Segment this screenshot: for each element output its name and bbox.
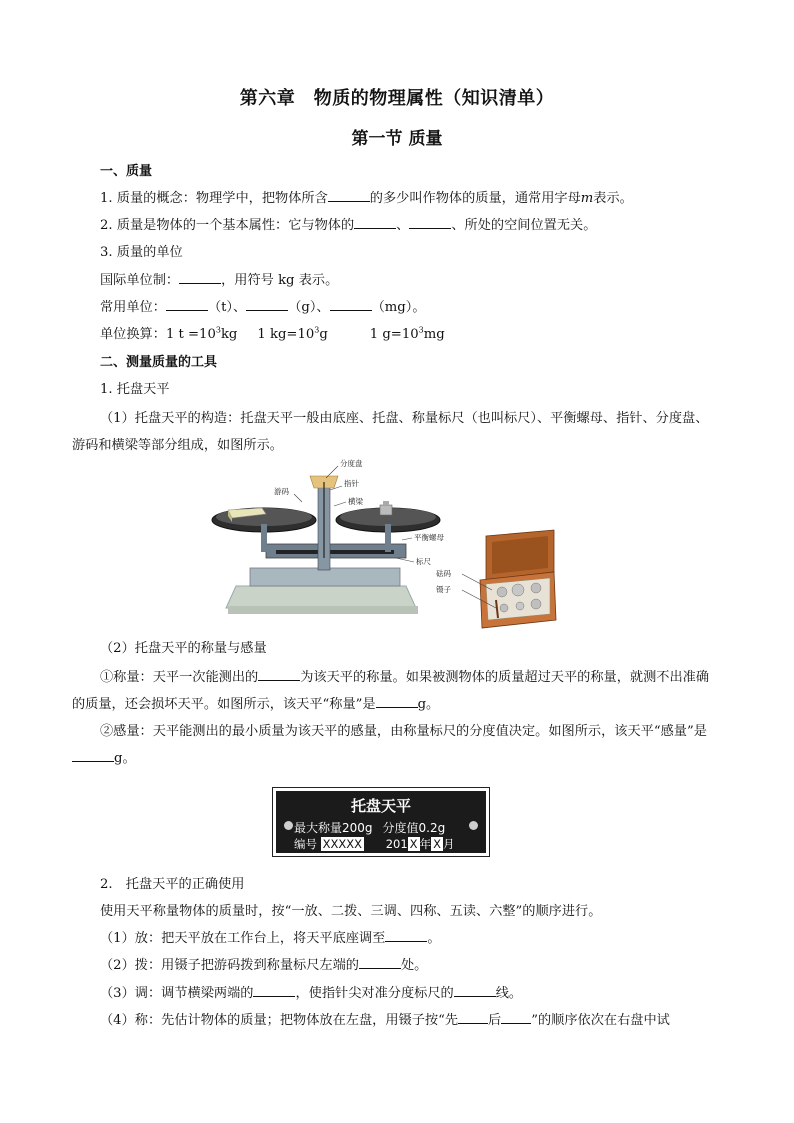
serial-value: XXXXX	[322, 837, 363, 851]
exponent: 3	[215, 325, 221, 335]
nameplate-capacity: 最大称量200g	[294, 821, 373, 835]
paragraph-capacity	[72, 664, 719, 718]
paragraph-common-units	[100, 296, 426, 315]
page-title: 第六章 物质的物理属性（知识清单）	[239, 88, 555, 109]
text: 为该天平的称量。如果被测物体的质量超过天平的称量，就测不出准确的质量，还会损坏天平。如图所示，该天平“称量”是	[72, 670, 710, 712]
text: ①称量：天平一次能测出的	[100, 670, 259, 685]
text: （g）、	[288, 300, 330, 315]
exponent: 3	[314, 325, 320, 335]
text: ②感量：天平能测出的最小质量为该天平的感量，由称量标尺的分度值决定。如图所示，该天平“感量”是	[100, 724, 707, 739]
text: 单位换算：	[100, 327, 166, 342]
text: ，用符号 kg 表示。	[221, 273, 339, 288]
paragraph-correct-use: 2. 托盘天平的正确使用	[100, 877, 245, 892]
nameplate-serial	[294, 836, 454, 852]
heading-tools: 二、测量质量的工具	[100, 355, 218, 370]
section-title: 第一节 质量	[351, 129, 443, 149]
text: 、	[396, 218, 410, 233]
weight-box-figure	[420, 528, 570, 630]
paragraph-balance-structure: （1）托盘天平的构造：托盘天平一般由底座、托盘、称量标尺（也叫标尺）、平衡螺母、指针、分度盘、游码和横梁等部分组成，如图所示。	[72, 411, 709, 453]
text: ”的顺序依次在右盘中试	[531, 1013, 670, 1028]
step-place	[100, 927, 441, 946]
paragraph-capacity-sensitivity: （2）托盘天平的称量与感量	[100, 641, 267, 656]
heading-mass: 一、质量	[100, 164, 153, 179]
fill-blank	[376, 695, 418, 708]
paragraph-unit-conversion	[100, 323, 445, 342]
text: 表示。	[593, 191, 633, 206]
fill-blank	[330, 298, 372, 311]
text: 线。	[495, 986, 523, 1001]
screw-icon	[284, 821, 293, 830]
fill-blank	[409, 216, 451, 229]
text: 。	[427, 931, 441, 946]
nameplate-specs	[294, 819, 445, 836]
screw-icon	[469, 821, 478, 830]
text: （t）、	[207, 300, 247, 315]
text: 后	[488, 1013, 502, 1028]
label-balance-nut: 平衡螺母	[414, 533, 444, 542]
serial-label: 编号	[294, 837, 317, 851]
fill-blank	[179, 271, 221, 284]
year-prefix: 201	[385, 837, 408, 851]
label-ruler: 标尺	[416, 557, 431, 566]
text: （1）放：把天平放在工作台上，将天平底座调至	[100, 931, 386, 946]
step-adjust	[100, 982, 522, 1001]
text: （2）拨：用镊子把游码拨到称量标尺左端的	[100, 958, 359, 973]
paragraph-tray-balance: 1. 托盘天平	[100, 382, 170, 397]
text: ，使指针尖对准分度标尺的	[295, 986, 454, 1001]
month-label: 月	[442, 837, 455, 851]
fill-blank	[454, 984, 496, 997]
text: 处。	[400, 958, 428, 973]
year-label: 年	[419, 837, 432, 851]
paragraph-procedure: 使用天平称量物体的质量时，按“一放、二拨、三调、四称、五读、六整”的顺序进行。	[100, 904, 602, 919]
label-pointer: 指针	[344, 479, 359, 488]
label-beam: 横梁	[348, 497, 363, 506]
fill-blank	[359, 956, 401, 969]
text: g。	[417, 697, 440, 712]
text: 的多少叫作物体的质量，通常用字母	[369, 191, 581, 206]
fill-blank	[258, 668, 300, 681]
fill-blank	[354, 216, 396, 229]
text: 1 t =10	[165, 327, 216, 342]
label-tweezers: 镊子	[436, 585, 451, 594]
paragraph-mass-units: 3. 质量的单位	[100, 245, 183, 260]
text: kg	[220, 327, 238, 342]
text: （mg）。	[371, 300, 426, 315]
month-box: X	[433, 837, 441, 851]
step-move-rider	[100, 954, 427, 973]
text: g	[319, 327, 328, 342]
text: 1. 质量的概念：物理学中，把物体所含	[100, 191, 328, 206]
text: 国际单位制：	[100, 273, 180, 288]
fill-blank	[328, 189, 370, 202]
paragraph-mass-property	[100, 214, 596, 233]
text: （4）称：先估计物体的质量；把物体放在左盘，用镊子按“先	[100, 1013, 459, 1028]
fill-blank	[458, 1011, 488, 1024]
paragraph-sensitivity	[72, 718, 719, 772]
label-scale-plate: 分度盘	[340, 459, 363, 468]
text: 、所处的空间位置无关。	[451, 218, 597, 233]
text: 1 g=10	[369, 327, 419, 342]
fill-blank	[253, 984, 295, 997]
text: 1 kg=10	[257, 327, 315, 342]
symbol-m: m	[580, 191, 594, 206]
exponent: 3	[418, 325, 424, 335]
paragraph-si-unit	[100, 269, 338, 288]
text: mg	[423, 327, 445, 342]
step-weigh	[100, 1009, 670, 1028]
nameplate-panel	[276, 791, 486, 853]
paragraph-mass-concept	[100, 187, 633, 206]
nameplate-division: 分度值0.2g	[382, 821, 446, 835]
text: 2. 质量是物体的一个基本属性：它与物体的	[100, 218, 355, 233]
nameplate-title: 托盘天平	[350, 797, 411, 815]
text: 常用单位：	[100, 300, 166, 315]
label-weights: 砝码	[436, 569, 451, 578]
label-rider: 游码	[274, 487, 289, 496]
fill-blank	[385, 929, 427, 942]
fill-blank	[501, 1011, 531, 1024]
fill-blank	[246, 298, 288, 311]
text: g。	[114, 751, 136, 766]
year-box: X	[409, 837, 418, 851]
balance-nameplate	[272, 787, 490, 857]
text: （3）调：调节横梁两端的	[100, 986, 254, 1001]
fill-blank	[72, 749, 114, 762]
fill-blank	[166, 298, 208, 311]
